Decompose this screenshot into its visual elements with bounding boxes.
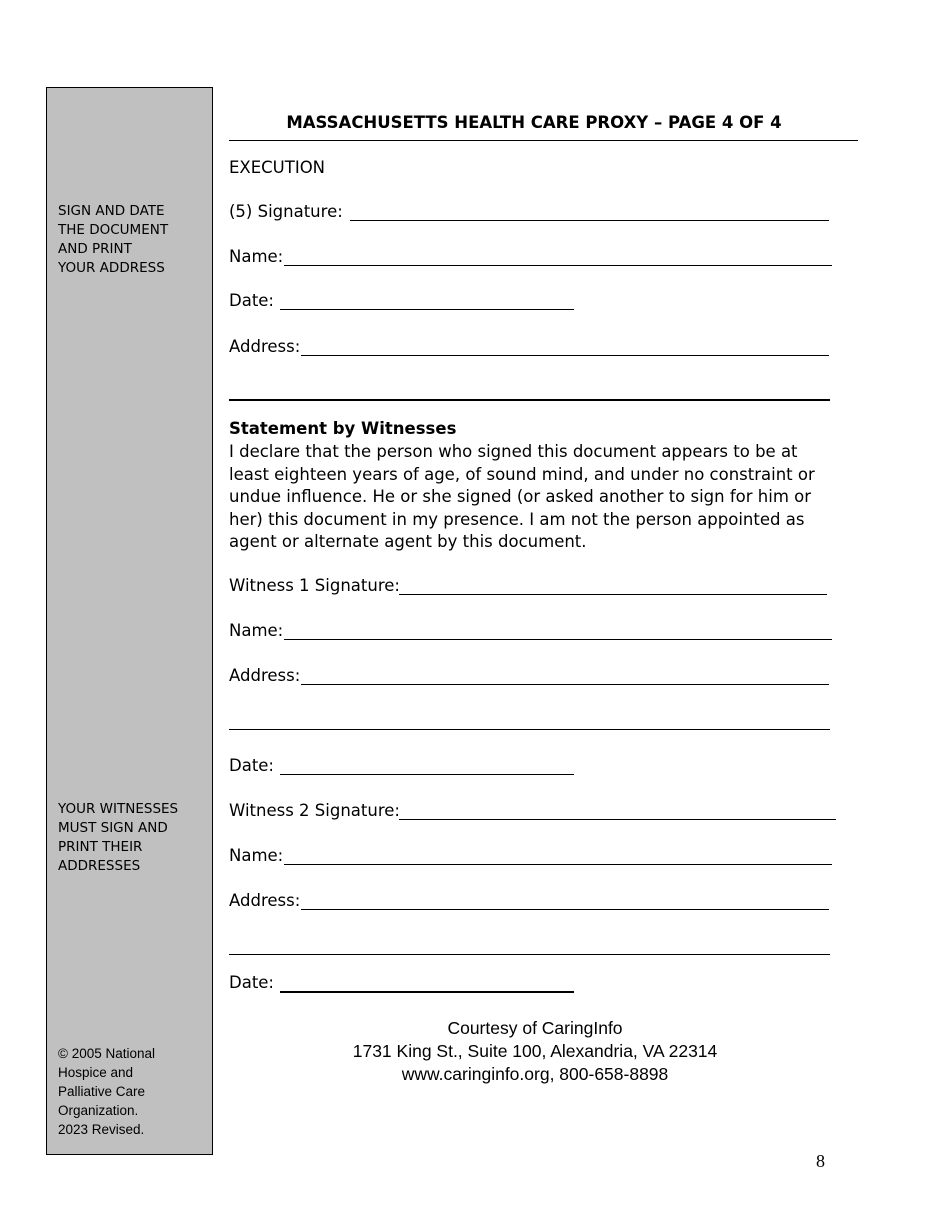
witness2-address-field-line-2[interactable] — [229, 954, 830, 955]
address-field[interactable] — [301, 355, 829, 356]
date-label: Date: — [229, 291, 274, 310]
witness1-signature-field[interactable] — [399, 594, 827, 595]
sign-instruction-note: SIGN AND DATE THE DOCUMENT AND PRINT YOUR ADDRESS — [58, 203, 169, 276]
witness1-name-label: Name: — [229, 621, 284, 640]
date-field[interactable] — [280, 309, 574, 310]
footer-courtesy: Courtesy of CaringInfo — [447, 1018, 623, 1038]
witness2-signature-field[interactable] — [399, 819, 836, 820]
footer-address: 1731 King St., Suite 100, Alexandria, VA 22314 — [352, 1041, 718, 1061]
witness1-signature-label: Witness 1 Signature: — [229, 576, 400, 595]
page-number: 8 — [816, 1151, 825, 1171]
witness1-address-field-line-2[interactable] — [229, 729, 830, 730]
witness2-date-label: Date: — [229, 973, 274, 992]
address-field-line-2[interactable] — [229, 399, 830, 401]
witness1-date-label: Date: — [229, 756, 274, 775]
witness-statement-heading: Statement by Witnesses — [229, 419, 457, 438]
witness1-address-field[interactable] — [301, 684, 829, 685]
witness2-address-label: Address: — [229, 891, 301, 910]
witness2-address-field[interactable] — [301, 909, 829, 910]
witness2-signature-label: Witness 2 Signature: — [229, 801, 400, 820]
address-label: Address: — [229, 337, 301, 356]
witness2-date-field[interactable] — [280, 991, 574, 993]
footer-contact: www.caringinfo.org, 800-658-8898 — [401, 1064, 669, 1084]
name-label: Name: — [229, 247, 284, 266]
page-title: MASSACHUSETTS HEALTH CARE PROXY – PAGE 4 OF 4 — [286, 113, 782, 132]
witness-instruction-note: YOUR WITNESSES MUST SIGN AND PRINT THEIR ADDRESSES — [58, 801, 179, 874]
witness1-name-field[interactable] — [284, 639, 832, 640]
title-divider — [229, 140, 858, 141]
witness1-date-field[interactable] — [280, 774, 574, 775]
witness2-name-field[interactable] — [284, 864, 832, 865]
copyright-note: © 2005 National Hospice and Palliative Care Organization. 2023 Revised. — [58, 1046, 156, 1137]
witness-statement-text: I declare that the person who signed this document appears to be at least eighteen years of age, of sound mind, and under no constraint or undue influence. He or she signed (or asked another to sign for him or her) this document in my presence. I am not the person appointed as agent or alternate agent by this document. — [229, 442, 815, 551]
witness2-name-label: Name: — [229, 846, 284, 865]
signature-label: (5) Signature: — [229, 202, 343, 221]
execution-heading: EXECUTION — [229, 158, 326, 177]
witness1-address-label: Address: — [229, 666, 301, 685]
signature-field[interactable] — [350, 220, 829, 221]
name-field[interactable] — [284, 265, 832, 266]
